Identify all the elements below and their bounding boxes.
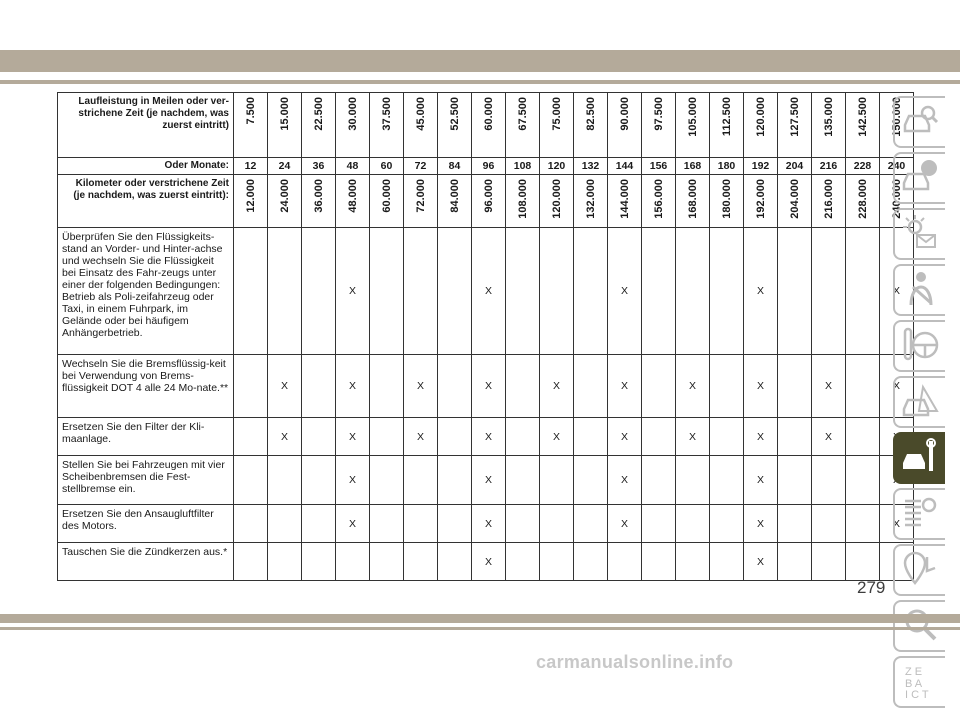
months-value: 204 (778, 158, 812, 175)
miles-value-text: 82.500 (584, 97, 597, 131)
car-info-icon (901, 157, 939, 200)
service-mark: X (608, 418, 642, 456)
service-mark: X (744, 456, 778, 505)
page-number: 279 (857, 578, 886, 597)
search-icon (901, 605, 939, 648)
table-row (58, 543, 914, 581)
service-mark (336, 543, 370, 581)
km-value (234, 175, 268, 228)
service-mark (676, 543, 710, 581)
service-mark (438, 418, 472, 456)
service-mark (370, 456, 404, 505)
service-mark (574, 456, 608, 505)
table-row (58, 456, 914, 505)
tab-seatbelt-person[interactable] (893, 264, 945, 316)
km-value (812, 175, 846, 228)
service-mark: X (472, 228, 506, 355)
miles-value-text: 75.000 (550, 97, 563, 131)
months-value: 168 (676, 158, 710, 175)
months-value: 156 (642, 158, 676, 175)
miles-value-text: 67.500 (516, 97, 529, 131)
service-mark (506, 505, 540, 543)
miles-value (404, 93, 438, 158)
service-mark (812, 228, 846, 355)
service-mark: X (472, 355, 506, 418)
km-value-text: 192.000 (754, 179, 767, 219)
km-value (370, 175, 404, 228)
km-value-text: 180.000 (720, 179, 733, 219)
km-value-text: 108.000 (516, 179, 529, 219)
service-mark (540, 456, 574, 505)
km-value (268, 175, 302, 228)
months-value: 228 (846, 158, 880, 175)
service-mark (846, 456, 880, 505)
months-value: 48 (336, 158, 370, 175)
service-mark (302, 505, 336, 543)
months-value: 180 (710, 158, 744, 175)
service-mark (404, 456, 438, 505)
service-mark (540, 228, 574, 355)
top-rule (0, 80, 960, 84)
service-mark (302, 418, 336, 456)
service-mark (234, 418, 268, 456)
tab-car-info[interactable] (893, 152, 945, 204)
miles-value (710, 93, 744, 158)
bottom-rule (0, 627, 960, 630)
service-mark (234, 505, 268, 543)
km-value (642, 175, 676, 228)
car-search-icon (901, 101, 939, 144)
service-mark (710, 228, 744, 355)
service-mark: X (880, 355, 914, 418)
miles-value-text: 90.000 (618, 97, 631, 131)
task-label: Stellen Sie bei Fahrzeugen mit vier Scheibenbremsen die Fest-stellbremse ein. (58, 456, 234, 505)
service-mark: X (880, 228, 914, 355)
service-mark (370, 228, 404, 355)
months-value: 120 (540, 158, 574, 175)
km-value (676, 175, 710, 228)
miles-value (744, 93, 778, 158)
service-mark (710, 355, 744, 418)
service-mark: X (608, 505, 642, 543)
service-mark (268, 228, 302, 355)
service-mark: X (404, 418, 438, 456)
months-value: 96 (472, 158, 506, 175)
service-mark (642, 543, 676, 581)
months-value: 132 (574, 158, 608, 175)
miles-value-text: 105.000 (686, 97, 699, 137)
table-row (58, 418, 914, 456)
service-mark: X (540, 418, 574, 456)
service-mark (846, 543, 880, 581)
service-mark (404, 543, 438, 581)
km-value-text: 240.000 (890, 179, 903, 219)
miles-value-text: 15.000 (278, 97, 291, 131)
miles-value-text: 30.000 (346, 97, 359, 131)
miles-value (370, 93, 404, 158)
tab-warning-lights[interactable] (893, 208, 945, 260)
specs-gear-icon (901, 493, 939, 536)
km-value-text: 132.000 (584, 179, 597, 219)
service-mark (234, 456, 268, 505)
miles-value (268, 93, 302, 158)
km-value-text: 48.000 (346, 179, 359, 213)
service-mark: X (676, 418, 710, 456)
months-value: 12 (234, 158, 268, 175)
service-mark: X (472, 505, 506, 543)
miles-value (642, 93, 676, 158)
service-mark (812, 505, 846, 543)
alphabet-index-icon (901, 661, 939, 704)
service-mark (608, 543, 642, 581)
service-mark (778, 543, 812, 581)
service-mark (370, 355, 404, 418)
km-value (302, 175, 336, 228)
service-mark (846, 418, 880, 456)
service-mark (234, 355, 268, 418)
service-mark (778, 505, 812, 543)
top-band (0, 50, 960, 72)
service-mark (642, 505, 676, 543)
km-value-text: 216.000 (822, 179, 835, 219)
miles-value (846, 93, 880, 158)
miles-value-text: 112.500 (720, 97, 733, 137)
km-value-text: 228.000 (856, 179, 869, 219)
km-value-text: 36.000 (312, 179, 325, 213)
service-mark: X (744, 355, 778, 418)
service-mark (676, 228, 710, 355)
miles-value-text: 45.000 (414, 97, 427, 131)
months-header-label: Oder Monate: (58, 158, 234, 175)
tab-specs-gear[interactable] (893, 488, 945, 540)
km-header-row (58, 175, 914, 228)
miles-value-text: 22.500 (312, 97, 325, 131)
km-value (472, 175, 506, 228)
miles-value-text: 37.500 (380, 97, 393, 131)
table-row (58, 228, 914, 355)
service-mark: X (336, 505, 370, 543)
miles-value (676, 93, 710, 158)
service-mark: X (472, 418, 506, 456)
service-mark (574, 355, 608, 418)
miles-value (608, 93, 642, 158)
service-mark (642, 355, 676, 418)
months-value: 24 (268, 158, 302, 175)
km-value (778, 175, 812, 228)
service-mark (370, 418, 404, 456)
km-value-text: 24.000 (278, 179, 291, 213)
miles-value (438, 93, 472, 158)
tab-steering-wheel[interactable] (893, 320, 945, 372)
service-mark: X (812, 418, 846, 456)
miles-value (778, 93, 812, 158)
miles-value (506, 93, 540, 158)
service-mark: X (540, 355, 574, 418)
miles-value (540, 93, 574, 158)
months-value: 240 (880, 158, 914, 175)
service-mark (676, 505, 710, 543)
service-mark (574, 228, 608, 355)
service-mark: X (472, 543, 506, 581)
months-value: 144 (608, 158, 642, 175)
service-mark (506, 543, 540, 581)
service-mark (540, 543, 574, 581)
task-label: Wechseln Sie die Bremsflüssig-keit bei Verwendung von Brems-flüssigkeit DOT 4 alle 24 Mo-nate.** (58, 355, 234, 418)
service-mark (234, 228, 268, 355)
service-mark (302, 228, 336, 355)
service-mark: X (268, 418, 302, 456)
service-mark (370, 543, 404, 581)
months-value: 84 (438, 158, 472, 175)
svg-text:I C T: I C T (905, 688, 929, 699)
service-mark (438, 543, 472, 581)
km-value-text: 72.000 (414, 179, 427, 213)
miles-value-text: 60.000 (482, 97, 495, 131)
service-mark: X (880, 505, 914, 543)
km-value (608, 175, 642, 228)
service-mark: X (336, 355, 370, 418)
service-mark (438, 505, 472, 543)
task-label: Überprüfen Sie den Flüssigkeits-stand an Vorder- und Hinter-achse und wechseln Sie die Flüssigkeit bei Einsatz des Fahr-zeugs unter einer der folgenden Bedingungen: Betrieb als Poli-zeifahrzeug oder Taxi, in einem Fuhrpark, im Gelände oder bei häufigem Anhängerbetrieb. (58, 228, 234, 355)
service-mark (778, 418, 812, 456)
table-row (58, 505, 914, 543)
km-value-text: 96.000 (482, 179, 495, 213)
service-mark (234, 543, 268, 581)
service-mark (370, 505, 404, 543)
service-mark: X (336, 456, 370, 505)
service-mark (574, 505, 608, 543)
km-value (404, 175, 438, 228)
service-mark (506, 228, 540, 355)
service-mark: X (336, 418, 370, 456)
miles-value-text: 135.000 (822, 97, 835, 137)
km-value (336, 175, 370, 228)
months-value: 72 (404, 158, 438, 175)
service-mark (642, 228, 676, 355)
service-mark (438, 355, 472, 418)
km-value-text: 168.000 (686, 179, 699, 219)
service-mark (778, 456, 812, 505)
tab-car-search[interactable] (890, 96, 945, 148)
months-value: 216 (812, 158, 846, 175)
bottom-band (0, 614, 960, 623)
miles-value (302, 93, 336, 158)
km-value-text: 84.000 (448, 179, 461, 213)
miles-value (812, 93, 846, 158)
car-wrench-icon (901, 437, 939, 480)
km-value-text: 12.000 (244, 179, 257, 213)
service-mark: X (676, 355, 710, 418)
service-mark (642, 456, 676, 505)
km-header-label: Kilometer oder verstrichene Zeit (je nachdem, was zuerst eintritt): (58, 175, 234, 228)
tab-music-location[interactable] (893, 544, 945, 596)
service-mark (404, 228, 438, 355)
task-label: Tauschen Sie die Zündkerzen aus.* (58, 543, 234, 581)
km-value (574, 175, 608, 228)
svg-text:Z E: Z E (905, 665, 923, 678)
miles-value (234, 93, 268, 158)
miles-value-text: 150.000 (890, 97, 903, 137)
km-value (506, 175, 540, 228)
service-mark (812, 543, 846, 581)
miles-header-label: Laufleistung in Meilen oder ver-strichene Zeit (je nachdem, was zuerst eintritt) (58, 93, 234, 158)
service-mark: X (744, 228, 778, 355)
service-mark: X (812, 355, 846, 418)
service-mark (710, 456, 744, 505)
miles-value-text: 120.000 (754, 97, 767, 137)
km-value-text: 120.000 (550, 179, 563, 219)
tab-search[interactable] (893, 600, 945, 652)
miles-value-text: 97.500 (652, 97, 665, 131)
miles-value-text: 7.500 (244, 97, 257, 125)
months-value: 192 (744, 158, 778, 175)
service-mark: X (472, 456, 506, 505)
service-mark (778, 228, 812, 355)
service-mark (710, 418, 744, 456)
km-value (438, 175, 472, 228)
steering-wheel-icon (901, 325, 939, 368)
table-row (58, 355, 914, 418)
service-mark: X (608, 228, 642, 355)
service-mark (642, 418, 676, 456)
service-mark: X (744, 543, 778, 581)
service-mark (574, 543, 608, 581)
service-mark: X (336, 228, 370, 355)
tab-alphabet-index[interactable] (893, 656, 945, 708)
service-mark (404, 505, 438, 543)
miles-header-row (58, 93, 914, 158)
km-value-text: 156.000 (652, 179, 665, 219)
service-mark: X (608, 456, 642, 505)
service-mark (302, 456, 336, 505)
service-mark (778, 355, 812, 418)
service-mark (812, 456, 846, 505)
km-value (744, 175, 778, 228)
service-mark (676, 456, 710, 505)
service-mark: X (404, 355, 438, 418)
km-value (540, 175, 574, 228)
service-mark: X (744, 505, 778, 543)
service-mark (846, 505, 880, 543)
car-crash-icon (901, 381, 939, 424)
service-mark (846, 355, 880, 418)
warning-lights-icon (901, 213, 939, 256)
miles-value (574, 93, 608, 158)
task-label: Ersetzen Sie den Ansaugluftfilter des Motors. (58, 505, 234, 543)
tab-car-crash[interactable] (893, 376, 945, 428)
service-mark (506, 418, 540, 456)
km-value (846, 175, 880, 228)
service-mark (506, 355, 540, 418)
miles-value-text: 142.500 (856, 97, 869, 137)
service-mark (268, 543, 302, 581)
service-mark: X (268, 355, 302, 418)
service-mark (710, 543, 744, 581)
months-value: 36 (302, 158, 336, 175)
km-value-text: 144.000 (618, 179, 631, 219)
miles-value (472, 93, 506, 158)
service-mark (540, 505, 574, 543)
service-mark (268, 456, 302, 505)
service-mark: X (744, 418, 778, 456)
months-value: 60 (370, 158, 404, 175)
miles-value-text: 52.500 (448, 97, 461, 131)
svg-text:B A: B A (905, 677, 923, 690)
service-mark: X (608, 355, 642, 418)
km-value (710, 175, 744, 228)
service-mark (506, 456, 540, 505)
maintenance-schedule-table (57, 92, 914, 581)
km-value-text: 60.000 (380, 179, 393, 213)
service-mark (710, 505, 744, 543)
km-value-text: 204.000 (788, 179, 801, 219)
service-mark (438, 456, 472, 505)
service-mark (302, 355, 336, 418)
months-value: 108 (506, 158, 540, 175)
miles-value (336, 93, 370, 158)
watermark: carmanualsonline.info (536, 652, 734, 672)
service-mark (268, 505, 302, 543)
seatbelt-person-icon (901, 269, 939, 312)
months-header-row (58, 158, 914, 175)
music-location-icon (901, 549, 939, 592)
service-mark (846, 228, 880, 355)
miles-value-text: 127.500 (788, 97, 801, 137)
service-mark (438, 228, 472, 355)
service-mark (302, 543, 336, 581)
service-mark (574, 418, 608, 456)
tab-car-wrench[interactable] (893, 432, 945, 484)
task-label: Ersetzen Sie den Filter der Kli-maanlage. (58, 418, 234, 456)
